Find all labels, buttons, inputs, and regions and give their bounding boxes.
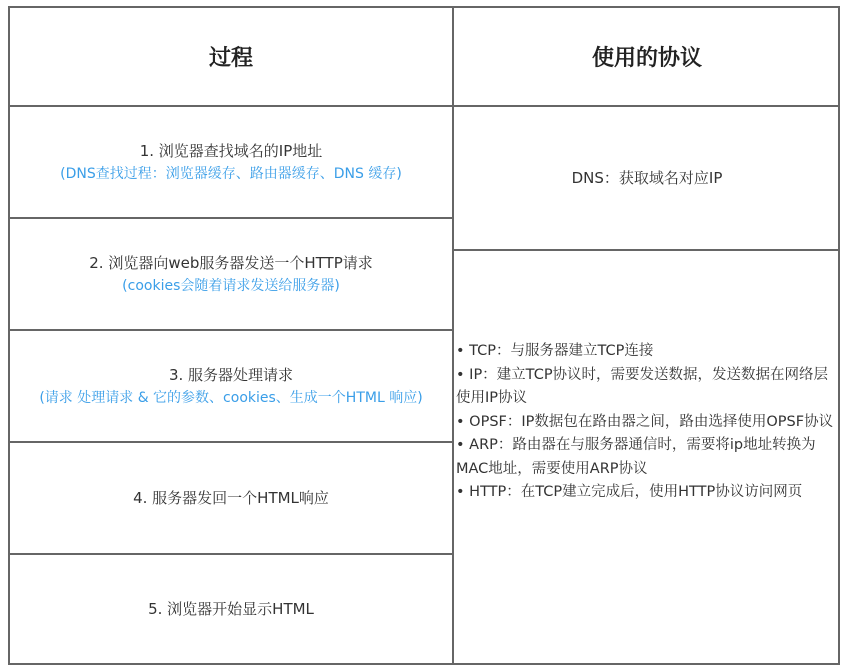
process-protocol-table bbox=[8, 6, 840, 665]
step-row-5 bbox=[10, 555, 452, 663]
dns-protocol-text: DNS：获取域名对应IP bbox=[571, 169, 723, 187]
step-title: 3. 服务器处理请求 bbox=[168, 366, 294, 384]
step-row-2 bbox=[10, 219, 452, 329]
bullet-ip: • IP：建立TCP协议时，需要发送数据，发送数据在网络层使用IP协议 bbox=[456, 366, 829, 406]
step-row-3 bbox=[10, 331, 452, 441]
bullet-tcp: • TCP：与服务器建立TCP连接 bbox=[456, 343, 654, 359]
step-note: (DNS查找过程：浏览器缓存、路由器缓存、DNS 缓存) bbox=[60, 166, 402, 182]
step-title: 2. 浏览器向web服务器发送一个HTTP请求 bbox=[89, 254, 373, 272]
protocol-bullet-list bbox=[456, 340, 838, 505]
header-process-label: 过程 bbox=[208, 46, 253, 71]
bullet-http: • HTTP：在TCP建立完成后，使用HTTP协议访问网页 bbox=[456, 484, 803, 500]
step-title: 5. 浏览器开始显示HTML bbox=[148, 600, 314, 618]
header-protocols bbox=[454, 8, 840, 105]
step-row-1 bbox=[10, 107, 452, 217]
header-protocols-label: 使用的协议 bbox=[591, 46, 702, 71]
row-divider bbox=[454, 249, 840, 251]
step-note: (cookies会随着请求发送给服务器) bbox=[122, 278, 340, 294]
bullet-opsf: • OPSF：IP数据包在路由器之间，路由选择使用OPSF协议 bbox=[456, 413, 834, 430]
dns-protocol-cell bbox=[454, 107, 840, 249]
step-title: 4. 服务器发回一个HTML响应 bbox=[133, 489, 329, 507]
step-title: 1. 浏览器查找域名的IP地址 bbox=[139, 142, 323, 160]
step-row-4 bbox=[10, 443, 452, 553]
header-process bbox=[10, 8, 452, 105]
step-note: (请求 处理请求 & 它的参数、cookies、生成一个HTML 响应) bbox=[39, 390, 423, 406]
bullet-arp: • ARP：路由器在与服务器通信时，需要将ip地址转换为MAC地址，需要使用ARP协议 bbox=[456, 437, 816, 477]
